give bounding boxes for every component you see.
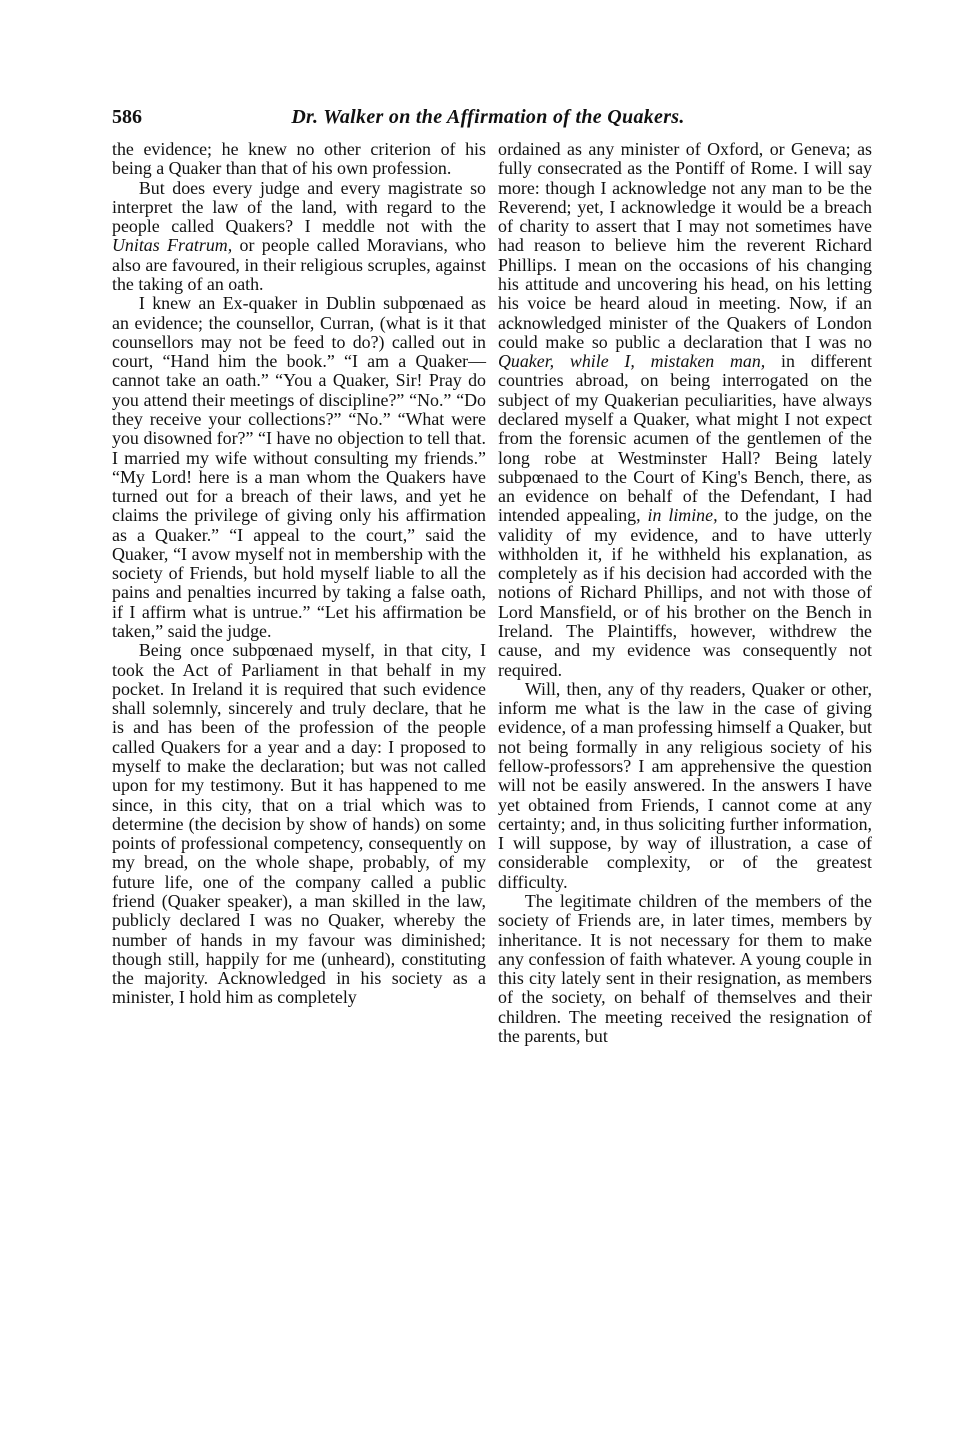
running-head bbox=[112, 102, 864, 132]
paragraph-text: But does every judge and every magistrate so interpret the law of the land, with regard to the people called Quakers? I meddle not with the bbox=[112, 177, 486, 237]
italic-phrase: Quaker, while I, mistaken man, bbox=[498, 351, 766, 372]
paragraph: the evidence; he knew no other criterion of his being a Quaker than that of his own profession. bbox=[112, 139, 486, 179]
paragraph-text: or people called Moravians, who also are favoured, in their religious scruples, against the taking of an oath. bbox=[112, 235, 486, 294]
paragraph: The legitimate children of the members of the society of Friends are, in later times, members by inheritance. It is not necessary for them to make any confession of faith whatever. A young couple in this city lately sent in their resignation, as members of the society, on behalf of themselves and their children. The meeting received the resignation of the parents, but bbox=[498, 890, 872, 1046]
paragraph bbox=[498, 140, 872, 680]
left-column bbox=[112, 140, 486, 1008]
paragraph-text: in different countries abroad, on being interrogated on the subject of my Quakerian peculiarities, have always declared myself a Quaker, what might I not expect from the forensic acumen of the gentlemen of the long robe at Westminster Hall? Being lately subpœnaed to the Court of King's Bench, there, as an evidence on behalf of the Defendant, I had intended appealing, bbox=[498, 351, 872, 526]
italic-phrase: in limine, bbox=[647, 505, 718, 526]
running-title: Dr. Walker on the Affirmation of the Quakers. bbox=[291, 106, 685, 128]
paragraph-text: ordained as any minister of Oxford, or Geneva; as fully consecrated as the Pontiff of Rome. I will say more: though I acknowledge not any man to be the Reverend; yet, I acknowledge it would be a breach of charity to assert that I may not sometimes have had reason to believe him the reverent Richard Phillips. I mean on the occasions of his changing his attitude and uncovering his head, on his letting his voice be heard aloud in meeting. Now, if an acknowledged minister of the Quakers of London could make so public a declaration that I was no bbox=[498, 139, 872, 352]
italic-phrase: Unitas Fratrum, bbox=[112, 235, 233, 256]
right-column bbox=[498, 140, 872, 1046]
paragraph: I knew an Ex-quaker in Dublin subpœnaed as an evidence; the counsellor, Curran, (what is it that counsellors may not be feed to do?) called out in court, “Hand him the book.” “I am a Quaker—cannot take an oath.” “You a Quaker, Sir! Pray do you attend their meetings of discipline?” “No.” “Do they receive your collections?” “No.” “What were you disowned for?” “I have no objection to tell that. I married my wife without consulting my friends.” “My Lord! here is a man whom the Quakers have turned out for a breach of their laws, and yet he claims the privilege of giving only his affirmation as a Quaker.” “I appeal to the court,” said the Quaker, “I avow myself not in membership with the society of Friends, but hold myself liable to all the pains and penalties incurred by taking a false oath, if I affirm what is untrue.” “Let his affirmation be taken,” said the judge. bbox=[112, 293, 486, 642]
paragraph: Will, then, any of thy readers, Quaker or other, inform me what is the law in the case of giving evidence, of a man professing himself a Quaker, but not being formally in any religious society of his fellow-professors? I am apprehensive the question will not be easily answered. In the answers I have yet obtained from Friends, I cannot come at any certainty; and, in thus soliciting further information, I will suppose, by way of illustration, a case of considerable complexity, or of the greatest difficulty. bbox=[498, 678, 872, 892]
page-number: 586 bbox=[112, 106, 142, 128]
paragraph bbox=[112, 179, 486, 295]
paragraph: Being once subpœnaed myself, in that city, I took the Act of Parliament in that behalf in my pocket. In Ireland it is required that such evidence shall solemnly, sincerely and truly declare, that he is and has been of the profession of the people called Quakers for a year and a day: I proposed to myself to make the declaration; but was not called upon for my testimony. But it has happened to me since, in this city, that on a trial which was to determine (the decision by show of hands) on some points of professional competency, consequently on my bread, on the whole shape, probably, of my future life, one of the company called a public friend (Quaker speaker), a man skilled in the law, publicly declared I was no Quaker, whereby the number of hands in my favour was diminished; though still, happily for me (unheard), constituting the majority. Acknowledged in his society as a minister, I hold him as completely bbox=[112, 640, 486, 1008]
paragraph-text: to the judge, on the validity of my evidence, and to have utterly withholden it, if he withheld his explanation, as completely as if his decision had accorded with the notions of Richard Phillips, and not with those of Lord Mansfield, or of his brother on the Bench in Ireland. The Plaintiffs, however, withdrew the cause, and my evidence was consequently not required. bbox=[498, 505, 872, 680]
